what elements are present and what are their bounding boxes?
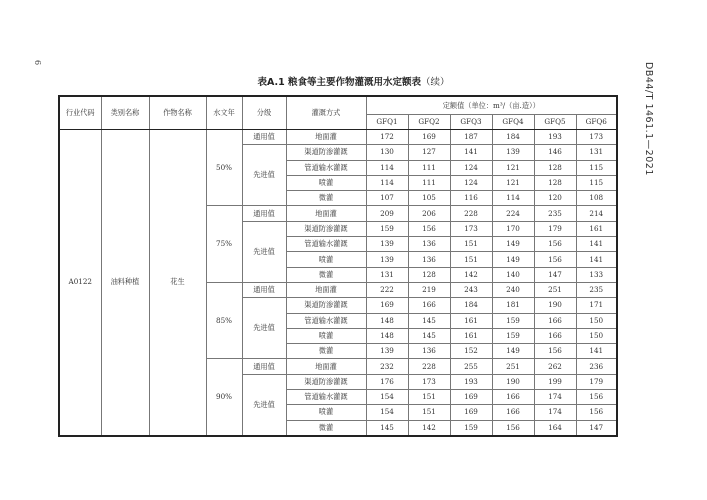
quota-value-cell: 151 (408, 405, 450, 420)
quota-value-cell: 150 (576, 313, 617, 328)
quota-value-cell: 151 (450, 237, 492, 252)
quota-value-cell: 251 (492, 359, 534, 374)
quota-value-cell: 166 (408, 298, 450, 313)
quota-value-cell: 181 (492, 298, 534, 313)
quota-value-cell: 169 (450, 405, 492, 420)
quota-value-cell: 161 (576, 221, 617, 236)
quota-value-cell: 240 (492, 282, 534, 297)
quota-value-cell: 131 (366, 267, 408, 282)
irrigation-method-cell: 微灌 (286, 191, 366, 206)
quota-value-cell: 136 (408, 237, 450, 252)
quota-value-cell: 128 (408, 267, 450, 282)
table-title (0, 74, 707, 88)
quota-value-cell: 141 (576, 344, 617, 359)
quota-value-cell: 219 (408, 282, 450, 297)
grade-advanced-cell: 先进值 (242, 145, 286, 206)
irrigation-method-cell: 渠道防渗灌溉 (286, 374, 366, 389)
hydro-year-cell: 85% (206, 282, 242, 358)
quota-value-cell: 147 (576, 420, 617, 436)
quota-value-cell: 161 (450, 313, 492, 328)
quota-value-cell: 184 (492, 130, 534, 145)
quota-value-cell: 154 (366, 405, 408, 420)
quota-value-cell: 139 (366, 344, 408, 359)
quota-value-cell: 209 (366, 206, 408, 221)
quota-value-cell: 166 (534, 328, 576, 343)
irrigation-method-cell: 微灌 (286, 267, 366, 282)
quota-value-cell: 206 (408, 206, 450, 221)
quota-value-cell: 159 (450, 420, 492, 436)
quota-value-cell: 161 (450, 328, 492, 343)
grade-general-cell: 通用值 (242, 206, 286, 221)
irrigation-method-cell: 管道输水灌溉 (286, 160, 366, 175)
irrigation-method-cell: 地面灌 (286, 130, 366, 145)
irrigation-method-cell: 管道输水灌溉 (286, 237, 366, 252)
quota-value-cell: 255 (450, 359, 492, 374)
quota-value-cell: 151 (450, 252, 492, 267)
quota-value-cell: 156 (534, 252, 576, 267)
table-row (59, 130, 617, 145)
irrigation-method-cell: 渠道防渗灌溉 (286, 298, 366, 313)
table-title-continued: （续） (421, 77, 450, 88)
header-zone: GFQ2 (408, 115, 450, 130)
quota-value-cell: 127 (408, 145, 450, 160)
quota-value-cell: 235 (534, 206, 576, 221)
page-number: 6 (33, 59, 43, 66)
header-irrigation-method: 灌溉方式 (286, 96, 366, 130)
table-title-main: 表A.1 粮食等主要作物灌溉用水定额表 (257, 77, 422, 88)
grade-advanced-cell: 先进值 (242, 221, 286, 282)
quota-value-cell: 193 (450, 374, 492, 389)
quota-value-cell: 214 (576, 206, 617, 221)
irrigation-method-cell: 微灌 (286, 344, 366, 359)
quota-value-cell: 166 (492, 405, 534, 420)
irrigation-quota-table (58, 95, 618, 437)
quota-value-cell: 228 (450, 206, 492, 221)
quota-value-cell: 141 (576, 237, 617, 252)
header-industry-code: 行业代码 (59, 96, 101, 130)
category-cell: 油料种植 (101, 130, 149, 436)
quota-value-cell: 190 (492, 374, 534, 389)
quota-value-cell: 139 (366, 252, 408, 267)
hydro-year-cell: 90% (206, 359, 242, 436)
grade-advanced-cell: 先进值 (242, 298, 286, 359)
quota-value-cell: 120 (534, 191, 576, 206)
quota-value-cell: 164 (534, 420, 576, 436)
quota-value-cell: 147 (534, 267, 576, 282)
quota-value-cell: 166 (492, 390, 534, 405)
hydro-year-cell: 50% (206, 130, 242, 206)
quota-value-cell: 149 (492, 237, 534, 252)
quota-value-cell: 170 (492, 221, 534, 236)
quota-value-cell: 222 (366, 282, 408, 297)
quota-value-cell: 139 (492, 145, 534, 160)
quota-value-cell: 141 (450, 145, 492, 160)
header-zone: GFQ4 (492, 115, 534, 130)
quota-value-cell: 115 (576, 160, 617, 175)
quota-value-cell: 156 (408, 221, 450, 236)
quota-value-cell: 116 (450, 191, 492, 206)
quota-value-cell: 174 (534, 390, 576, 405)
grade-general-cell: 通用值 (242, 130, 286, 145)
table-body (59, 130, 617, 436)
grade-general-cell: 通用值 (242, 359, 286, 374)
quota-value-cell: 139 (366, 237, 408, 252)
quota-value-cell: 124 (450, 160, 492, 175)
header-grade: 分级 (242, 96, 286, 130)
header-zone: GFQ6 (576, 115, 617, 130)
quota-value-cell: 114 (366, 160, 408, 175)
quota-value-cell: 173 (408, 374, 450, 389)
quota-value-cell: 156 (492, 420, 534, 436)
quota-value-cell: 236 (576, 359, 617, 374)
quota-value-cell: 243 (450, 282, 492, 297)
quota-value-cell: 174 (534, 405, 576, 420)
quota-value-cell: 145 (408, 328, 450, 343)
quota-value-cell: 146 (534, 145, 576, 160)
quota-value-cell: 154 (366, 390, 408, 405)
header-category: 类别名称 (101, 96, 149, 130)
quota-value-cell: 150 (576, 328, 617, 343)
quota-value-cell: 111 (408, 175, 450, 190)
quota-value-cell: 156 (534, 344, 576, 359)
quota-value-cell: 136 (408, 252, 450, 267)
quota-value-cell: 169 (408, 130, 450, 145)
quota-value-cell: 179 (576, 374, 617, 389)
quota-value-cell: 262 (534, 359, 576, 374)
quota-value-cell: 145 (408, 313, 450, 328)
quota-value-cell: 251 (534, 282, 576, 297)
quota-value-cell: 171 (576, 298, 617, 313)
quota-value-cell: 159 (492, 313, 534, 328)
quota-value-cell: 142 (408, 420, 450, 436)
irrigation-method-cell: 地面灌 (286, 206, 366, 221)
quota-value-cell: 224 (492, 206, 534, 221)
irrigation-method-cell: 管道输水灌溉 (286, 390, 366, 405)
quota-value-cell: 148 (366, 313, 408, 328)
quota-value-cell: 156 (576, 390, 617, 405)
grade-advanced-cell: 先进值 (242, 374, 286, 436)
irrigation-method-cell: 管道输水灌溉 (286, 313, 366, 328)
quota-value-cell: 156 (534, 237, 576, 252)
header-zone: GFQ3 (450, 115, 492, 130)
quota-value-cell: 145 (366, 420, 408, 436)
quota-value-cell: 184 (450, 298, 492, 313)
quota-value-cell: 124 (450, 175, 492, 190)
quota-value-cell: 172 (366, 130, 408, 145)
header-crop: 作物名称 (149, 96, 206, 130)
industry-code-cell: A0122 (59, 130, 101, 436)
irrigation-method-cell: 喷灌 (286, 405, 366, 420)
quota-value-cell: 232 (366, 359, 408, 374)
quota-value-cell: 176 (366, 374, 408, 389)
quota-value-cell: 115 (576, 175, 617, 190)
quota-value-cell: 136 (408, 344, 450, 359)
quota-value-cell: 142 (450, 267, 492, 282)
quota-value-cell: 156 (576, 405, 617, 420)
quota-value-cell: 133 (576, 267, 617, 282)
quota-value-cell: 114 (366, 175, 408, 190)
quota-value-cell: 130 (366, 145, 408, 160)
quota-value-cell: 228 (408, 359, 450, 374)
quota-value-cell: 151 (408, 390, 450, 405)
quota-value-cell: 190 (534, 298, 576, 313)
header-quota: 定额值（单位：m³/（亩.造）） (366, 96, 617, 115)
irrigation-method-cell: 喷灌 (286, 175, 366, 190)
quota-value-cell: 199 (534, 374, 576, 389)
irrigation-method-cell: 喷灌 (286, 252, 366, 267)
header-zone: GFQ1 (366, 115, 408, 130)
quota-value-cell: 107 (366, 191, 408, 206)
quota-value-cell: 166 (534, 313, 576, 328)
irrigation-method-cell: 喷灌 (286, 328, 366, 343)
quota-value-cell: 235 (576, 282, 617, 297)
quota-value-cell: 121 (492, 160, 534, 175)
quota-value-cell: 159 (366, 221, 408, 236)
quota-value-cell: 193 (534, 130, 576, 145)
crop-cell: 花生 (149, 130, 206, 436)
quota-value-cell: 128 (534, 175, 576, 190)
hydro-year-cell: 75% (206, 206, 242, 282)
quota-value-cell: 105 (408, 191, 450, 206)
quota-value-cell: 169 (450, 390, 492, 405)
quota-value-cell: 169 (366, 298, 408, 313)
quota-value-cell: 149 (492, 344, 534, 359)
header-hydro-year: 水文年 (206, 96, 242, 130)
quota-value-cell: 149 (492, 252, 534, 267)
irrigation-method-cell: 微灌 (286, 420, 366, 436)
irrigation-method-cell: 地面灌 (286, 282, 366, 297)
quota-value-cell: 159 (492, 328, 534, 343)
quota-value-cell: 128 (534, 160, 576, 175)
quota-value-cell: 131 (576, 145, 617, 160)
quota-value-cell: 111 (408, 160, 450, 175)
quota-value-cell: 108 (576, 191, 617, 206)
irrigation-method-cell: 渠道防渗灌溉 (286, 145, 366, 160)
irrigation-method-cell: 渠道防渗灌溉 (286, 221, 366, 236)
quota-value-cell: 148 (366, 328, 408, 343)
quota-value-cell: 187 (450, 130, 492, 145)
irrigation-method-cell: 地面灌 (286, 359, 366, 374)
quota-value-cell: 141 (576, 252, 617, 267)
grade-general-cell: 通用值 (242, 282, 286, 297)
header-zone: GFQ5 (534, 115, 576, 130)
quota-value-cell: 173 (576, 130, 617, 145)
quota-value-cell: 173 (450, 221, 492, 236)
quota-value-cell: 114 (492, 191, 534, 206)
quota-value-cell: 152 (450, 344, 492, 359)
quota-value-cell: 140 (492, 267, 534, 282)
quota-value-cell: 179 (534, 221, 576, 236)
quota-value-cell: 121 (492, 175, 534, 190)
standard-code: DB44/T 1461.1—2021 (643, 62, 654, 176)
